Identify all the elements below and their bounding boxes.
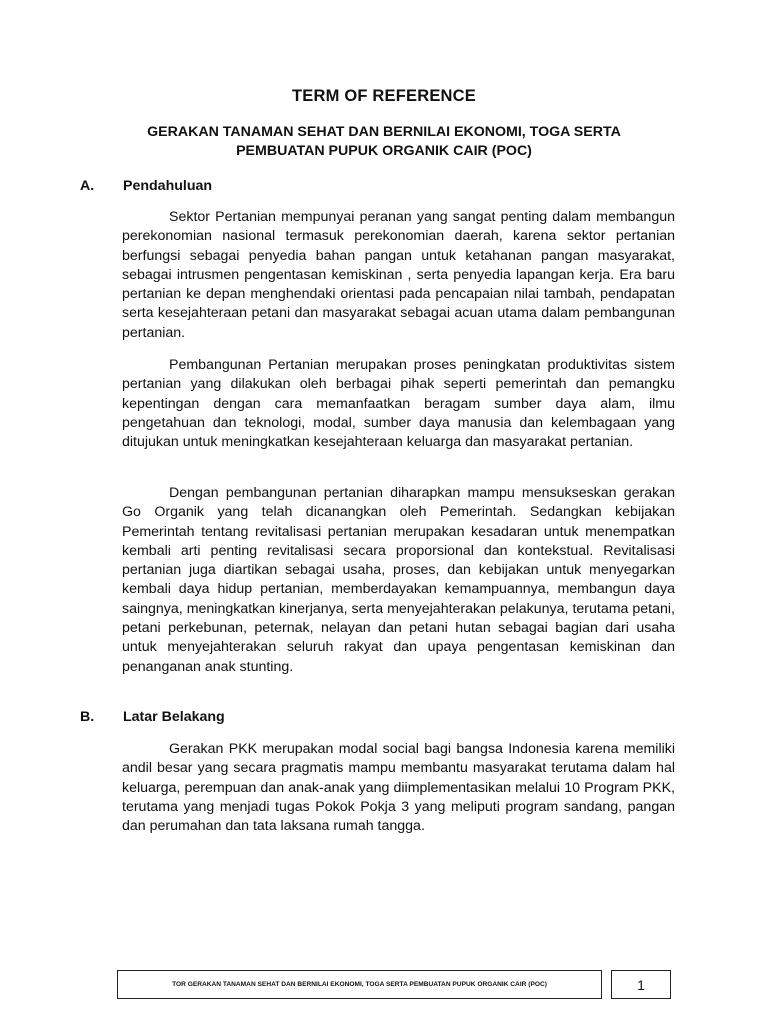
footer-text: TOR GERAKAN TANAMAN SEHAT DAN BERNILAI EKONOMI, TOGA SERTA PEMBUATAN PUPUK ORGANIK CAIR (POC) [172, 981, 547, 988]
document-subtitle: GERAKAN TANAMAN SEHAT DAN BERNILAI EKONOMI, TOGA SERTA PEMBUATAN PUPUK ORGANIK CAIR (POC) [147, 124, 621, 159]
section-title: Latar Belakang [123, 709, 225, 725]
footer-title-box [117, 970, 602, 999]
section-letter: A. [80, 178, 95, 194]
paragraph: Gerakan PKK merupakan modal social bagi bangsa Indonesia karena memiliki andil besar yang secara pragmatis mampu membantu masyarakat terutama dalam hal keluarga, perempuan dan anak-anak yang diimplementasikan melalui 10 Program PKK, terutama yang menjadi tugas Pokok Pokja 3 yang meliputi program sandang, pangan dan perumahan dan tata laksana rumah tangga. [122, 741, 675, 835]
paragraph: Pembangunan Pertanian merupakan proses peningkatan produktivitas sistem pertanian yang dilakukan oleh berbagai pihak seperti pemerintah dan pemangku kepentingan dengan cara memanfaatkan beragam sumber daya alam, ilmu pengetahuan dan teknologi, modal, sumber daya manusia dan kelembagaan yang ditujukan untuk meningkatkan kesejahteraan keluarga dan masyarakat pertanian. [122, 357, 675, 451]
paragraph: Dengan pembangunan pertanian diharapkan mampu mensukseskan gerakan Go Organik yang telah dicanangkan oleh Pemerintah. Sedangkan kebijakan Pemerintah tentang revitalisasi pertanian merupakan kesadaran untuk menempatkan kembali arti penting revitalisasi secara proporsional dan kontekstual. Revitalisasi pertanian juga diartikan sebagai usaha, proses, dan kebijakan untuk menyegarkan kembali daya hidup pertanian, memberdayakan kemampuannya, membangun daya saingnya, meningkatkan kinerjanya, serta menyejahterakan pelakunya, terutama petani, petani perkebunan, peternak, nelayan dan petani hutan sebagai bagian dari usaha untuk menyejahterakan seluruh rakyat dan upaya pengentasan kemiskinan dan penanganan anak stunting. [122, 485, 675, 675]
paragraph: Sektor Pertanian mempunyai peranan yang sangat penting dalam membangun perekonomian nasional termasuk perekonomian daerah, karena sektor pertanian berfungsi sebagai penyedia bahan pangan untuk ketahanan pangan masyarakat, sebagai intrusmen pengentasan kemiskinan , serta penyedia lapangan kerja. Era baru pertanian ke depan menghendaki orientasi pada pencapaian nilai tambah, pendapatan serta kesejahteraan petani dan masyarakat sebagai acuan utama dalam pembangunan pertanian. [122, 209, 675, 341]
page-number: 1 [637, 976, 645, 993]
section-letter: B. [80, 709, 95, 725]
document-title: TERM OF REFERENCE [292, 87, 476, 105]
section-heading-pendahuluan [80, 178, 212, 194]
section-title: Pendahuluan [123, 178, 213, 194]
page-number-box [611, 970, 671, 999]
section-heading-latar-belakang [80, 709, 225, 725]
